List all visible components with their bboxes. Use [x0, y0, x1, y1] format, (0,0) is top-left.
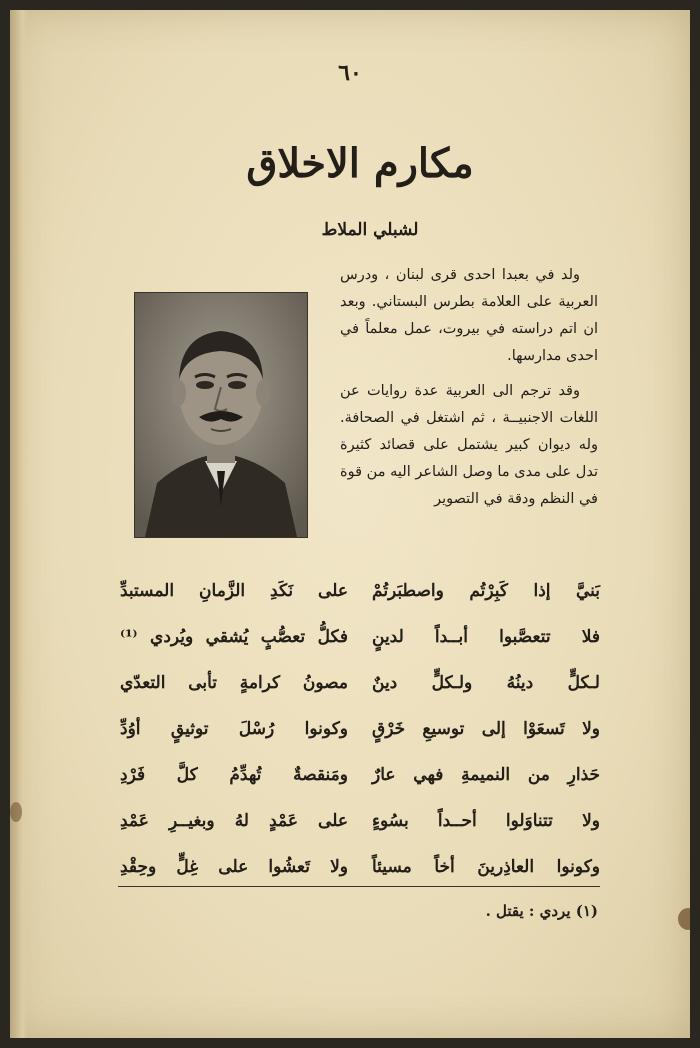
verse-first-half: حَذارِ من النميمةِ فهي عارٌ: [372, 765, 600, 785]
portrait-photo-icon: [135, 293, 307, 537]
verse-first-half: فلا تتعصَّبوا أبــداً لدينٍ: [372, 627, 600, 647]
verse-second-half: ولا تَعشُوا على غِلٍّ وحِقْدِ: [120, 857, 348, 877]
verse-second-half: فكلُّ تعصُّبٍ يُشقي ويُردي ⁽¹⁾: [120, 627, 348, 647]
verse-second-half: على عَمْدٍ لهُ وبغيــرِ عَمْدِ: [120, 811, 348, 831]
verse-first-half: لـكلٍّ دينُهُ ولـكلٍّ دينٌ: [372, 673, 600, 693]
verse-second-half: مصونُ كرامةٍ تأبى التعدّي: [120, 673, 348, 693]
bio-paragraph-2: وقد ترجم الى العربية عدة روايات عن اللغات الاجنبيــة ، ثم اشتغل في الصحافة. وله ديوان كبير يشتمل على قصائد كثيرة تدل على مدى ما وصل الشاعر اليه من قوة في النظم ودقة في التصوير: [340, 383, 598, 507]
page-number: ٦٠: [338, 60, 362, 86]
poem-verse-row: [120, 844, 600, 890]
verse-first-half: وكونوا العاذِرينَ أخاً مسيئاً: [372, 857, 600, 877]
verse-second-half: ومَنقصةٌ تُهدِّمُ كلَّ فَرْدِ: [120, 765, 348, 785]
bio-paragraph-1: ولد في بعبدا احدى قرى لبنان ، ودرس العربية على العلامة بطرس البستاني. وبعد ان اتم دراسته في بيروت، عمل معلماً في احدى مدارسها.: [340, 267, 598, 364]
footnote-divider: [118, 886, 600, 887]
author-portrait: [134, 292, 308, 538]
paper-stain: [678, 908, 690, 930]
verse-first-half: ولا تتناوَلوا أحــداً بسُوءٍ: [372, 811, 600, 831]
poem-verse-row: [120, 568, 600, 614]
poem-verse-row: [120, 706, 600, 752]
poem-verse-row: [120, 660, 600, 706]
verse-first-half: ولا تَسعَوْا إلى توسيعِ خَرْقٍ: [372, 719, 600, 739]
verse-second-half: وكونوا رُسْلَ توثيقٍ أوُدِّ: [120, 719, 348, 739]
footnote: (١) يردي : يقتل .: [485, 902, 598, 920]
author-biography: [340, 262, 598, 521]
paper-stain: [10, 802, 22, 822]
page-title: مكارم الاخلاق: [246, 140, 474, 187]
poem-verse-row: [120, 798, 600, 844]
book-page: [10, 10, 690, 1038]
poem: [120, 568, 600, 890]
book-gutter: [10, 10, 28, 1038]
poem-verse-row: [120, 752, 600, 798]
verse-second-half: على نَكَدِ الزَّمانِ المستبدِّ: [120, 581, 348, 601]
verse-first-half: بَنيَّ إذا كَبِرْتُم واصطبَرتُمْ: [372, 581, 600, 601]
poem-verse-row: [120, 614, 600, 660]
author-name: لشبلي الملاط: [321, 220, 419, 240]
